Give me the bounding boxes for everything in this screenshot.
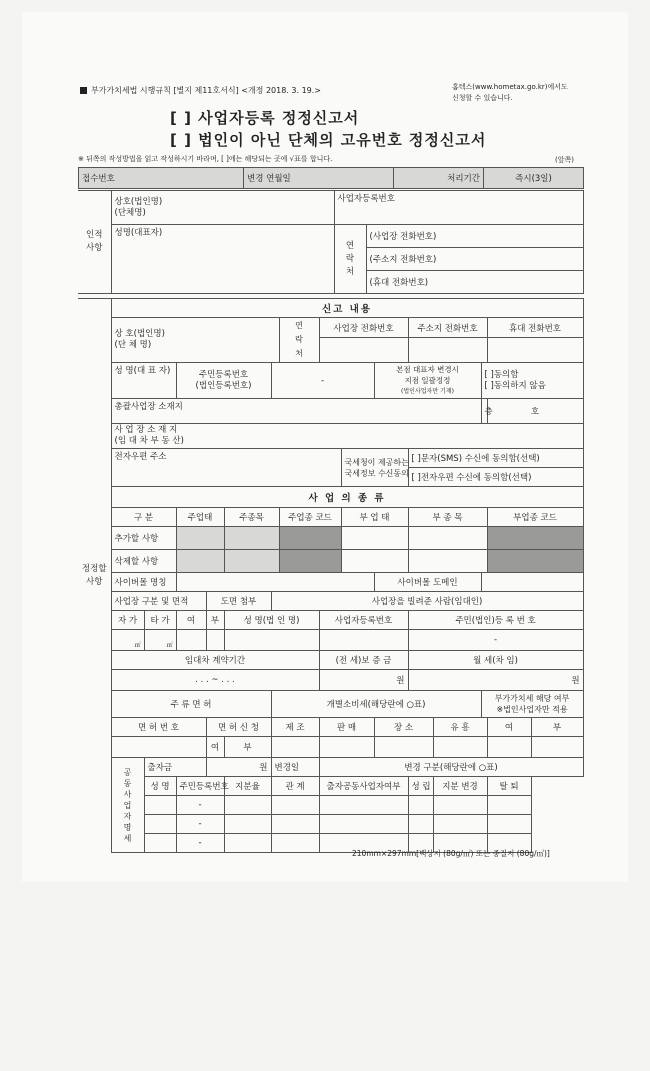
instruction-note: ※ 뒤쪽의 작성방법을 읽고 작성하시기 바라며, [ ]에는 해당되는 곳에 √표를 합니다. — [78, 155, 333, 163]
manufacture-header: 제 조 — [271, 718, 319, 737]
vat-yes-label: 여 — [487, 718, 531, 737]
partner-section-label: 공 동 사 업 자 명 세 — [111, 758, 144, 853]
col-sub-item-header: 부 종 목 — [408, 508, 487, 527]
p-withdraw-header: 탈 퇴 — [487, 777, 531, 796]
p-investor-header: 출자공동사업자여부 — [319, 777, 408, 796]
corr-biz-phone-input[interactable] — [319, 338, 408, 363]
partner-row: - — [78, 834, 583, 853]
hq-change-options[interactable]: [ ]동의함 [ ]동의하지 않음 — [481, 363, 583, 399]
lessor-biz-no-header: 사업자등록번호 — [319, 611, 408, 630]
add-sub-code-input[interactable] — [487, 527, 583, 550]
correction-section-label: 정정할 사항 — [78, 299, 111, 853]
correction-table — [78, 298, 584, 853]
investment-label: 출자금 — [144, 758, 206, 777]
rent-label: 타 가 — [144, 611, 176, 630]
page-side: (앞쪽) — [555, 156, 574, 164]
p-establish-header: 성 립 — [408, 777, 433, 796]
own-area-input[interactable]: ㎡ — [111, 630, 144, 651]
lessor-name-header: 성 명(법 인 명) — [224, 611, 319, 630]
own-label: 자 가 — [111, 611, 144, 630]
vat-no-box[interactable] — [531, 737, 583, 758]
form-title-1: [ ] 사업자등록 정정신고서 — [170, 109, 360, 127]
add-main-item-input[interactable] — [224, 527, 279, 550]
corr-contact-label: 연 락 처 — [279, 318, 319, 363]
deposit-input[interactable]: 원 — [319, 670, 408, 691]
col-type-header: 구 분 — [111, 508, 176, 527]
sale-input[interactable] — [319, 737, 374, 758]
partner-change-date-field[interactable]: 변경일 — [271, 758, 319, 777]
col-sub-code-header: 부업종 코드 — [487, 508, 583, 527]
email-field[interactable]: 전자우편 주소 — [111, 449, 341, 487]
corr-resident-no-input[interactable]: - — [271, 363, 374, 399]
delete-sub-cat-input[interactable] — [341, 550, 408, 573]
entertainment-input[interactable] — [433, 737, 487, 758]
lessor-biz-no-input[interactable] — [319, 630, 408, 651]
square-bullet-icon — [80, 87, 87, 94]
trade-name-field[interactable]: 상호(법인명) (단체명) — [111, 191, 334, 225]
sms-agree-checkbox[interactable]: [ ]문자(SMS) 수신에 동의함(선택) — [408, 449, 583, 468]
col-main-code-header: 주업종 코드 — [279, 508, 341, 527]
monthly-rent-header: 월 세(차 임) — [408, 651, 583, 670]
regulation-heading: 부가가치세법 시행규칙 [별지 제11호서식] <개정 2018. 3. 19.> — [80, 85, 321, 96]
corr-mobile-phone-label: 휴대 전화번호 — [487, 318, 583, 338]
nts-info-label: 국세청이 제공하는 국세정보 수신동의 — [341, 449, 408, 487]
delete-main-code-input[interactable] — [279, 550, 341, 573]
change-type-header: 변경 구분(해당란에 ○표) — [319, 758, 583, 777]
corr-biz-phone-label: 사업장 전화번호 — [319, 318, 408, 338]
add-main-code-input[interactable] — [279, 527, 341, 550]
license-yes-label[interactable]: 여 — [206, 737, 224, 758]
license-no-option[interactable]: 부 — [224, 737, 271, 758]
biz-type-title: 사 업 의 종 류 — [111, 487, 583, 508]
entertainment-header: 유 흥 — [433, 718, 487, 737]
drawing-label: 도면 첨부 — [206, 592, 271, 611]
drawing-no-box[interactable] — [206, 630, 224, 651]
mobile-phone-field[interactable]: (휴대 전화번호) — [366, 271, 583, 294]
place-header: 장 소 — [374, 718, 433, 737]
hq-address-field[interactable]: 총괄사업장 소재지 — [111, 399, 481, 424]
add-sub-cat-input[interactable] — [341, 527, 408, 550]
identity-table — [78, 190, 584, 294]
form-title-2: [ ] 법인이 아닌 단체의 고유번호 정정신고서 — [170, 131, 487, 149]
site-type-label: 사업장 구분 및 면적 — [111, 592, 206, 611]
biz-phone-field[interactable]: (사업장 전화번호) — [366, 225, 583, 248]
hq-room-label: 호 — [487, 399, 583, 424]
delete-sub-item-input[interactable] — [408, 550, 487, 573]
p-share-change-header: 지분 변경 — [433, 777, 487, 796]
corr-home-phone-input[interactable] — [408, 338, 487, 363]
receipt-table — [78, 167, 584, 189]
representative-field[interactable]: 성명(대표자) — [111, 225, 334, 294]
place-input[interactable] — [374, 737, 433, 758]
drawing-yes-box[interactable] — [176, 630, 206, 651]
paper-size-note: 210mm×297mm[백상지 (80g/㎡) 또는 중질지 (80g/㎡)] — [352, 849, 550, 858]
lease-period-header: 임대차 계약기간 — [111, 651, 319, 670]
corr-home-phone-label: 주소지 전화번호 — [408, 318, 487, 338]
email-agree-checkbox[interactable]: [ ]전자우편 수신에 동의함(선택) — [408, 468, 583, 487]
corr-mobile-phone-input[interactable] — [487, 338, 583, 363]
corr-representative-field[interactable]: 성 명(대 표 자) — [111, 363, 176, 399]
contact-label: 연 락 처 — [334, 225, 366, 294]
hq-floor-label: 층 — [481, 399, 487, 424]
add-sub-item-input[interactable] — [408, 527, 487, 550]
col-main-cat-header: 주업태 — [176, 508, 224, 527]
processing-period-label: 처리기간 — [394, 168, 484, 189]
col-main-item-header: 주종목 — [224, 508, 279, 527]
receipt-number-field[interactable]: 접수번호 — [79, 168, 244, 189]
rent-area-input[interactable]: ㎡ — [144, 630, 176, 651]
row-delete-label: 삭제할 사항 — [111, 550, 176, 573]
report-content-title: 신고 내용 — [111, 299, 583, 318]
delete-sub-code-input[interactable] — [487, 550, 583, 573]
identity-section-label: 인적 사항 — [78, 191, 111, 294]
p-resident-header: 주민등록번호 — [176, 777, 224, 796]
row-add-label: 추가할 사항 — [111, 527, 176, 550]
p-relation-header: 관 계 — [271, 777, 319, 796]
cyber-name-input[interactable] — [176, 573, 374, 592]
cyber-domain-label: 사이버몰 도메인 — [374, 573, 481, 592]
excise-header: 개별소비세(해당란에 ○표) — [271, 691, 481, 718]
deposit-header: (전 세)보 증 금 — [319, 651, 408, 670]
vat-no-label: 부 — [531, 718, 583, 737]
lessor-resident-header: 주민(법인)등 록 번 호 — [408, 611, 583, 630]
biz-reg-no-field[interactable]: 사업자등록번호 — [334, 191, 583, 225]
home-phone-field[interactable]: (주소지 전화번호) — [366, 248, 583, 271]
monthly-rent-input[interactable]: 원 — [408, 670, 583, 691]
hometax-note: 홈텍스(www.hometax.go.kr)에서도 신청할 수 있습니다. — [452, 83, 568, 102]
processing-period-value: 즉시(3일) — [484, 168, 584, 189]
lease-period-input[interactable]: . . . ~ . . . — [111, 670, 319, 691]
license-no-header: 면 허 번 호 — [111, 718, 206, 737]
col-sub-cat-header: 부 업 태 — [341, 508, 408, 527]
liquor-license-header: 주 류 면 허 — [111, 691, 271, 718]
p-share-header: 지분율 — [224, 777, 271, 796]
vat-header: 부가가치세 해당 여부 ※법인사업자만 적용 — [481, 691, 583, 718]
drawing-yes-label: 여 — [176, 611, 206, 630]
change-date-field[interactable]: 변경 연월일 — [244, 168, 394, 189]
p-name-header: 성 명 — [144, 777, 176, 796]
corr-trade-name-field[interactable]: 상 호(법인명) (단 체 명) — [111, 318, 279, 363]
add-main-cat-input[interactable] — [176, 527, 224, 550]
delete-main-item-input[interactable] — [224, 550, 279, 573]
partner-row: - — [78, 796, 583, 815]
lessor-title: 사업장을 빌려준 사람(임대인) — [271, 592, 583, 611]
drawing-no-label: 부 — [206, 611, 224, 630]
partner-row: - — [78, 815, 583, 834]
vat-yes-box[interactable] — [487, 737, 531, 758]
lessor-resident-input[interactable]: - — [408, 630, 583, 651]
license-no-input[interactable] — [111, 737, 206, 758]
sale-header: 판 매 — [319, 718, 374, 737]
manufacture-input[interactable] — [271, 737, 319, 758]
investment-input[interactable]: 원 — [206, 758, 271, 777]
cyber-name-label: 사이버몰 명칭 — [111, 573, 176, 592]
corr-resident-no-label: 주민등록번호 (법인등록번호) — [176, 363, 271, 399]
delete-main-cat-input[interactable] — [176, 550, 224, 573]
lessor-name-input[interactable] — [224, 630, 319, 651]
biz-address-field[interactable]: 사 업 장 소 재 지 (임 대 차 부 동 산) — [111, 424, 583, 449]
hq-change-label: 본점 대표자 변경시 지점 일괄정정 (법인사업자만 기재) — [374, 363, 481, 399]
cyber-domain-input[interactable] — [481, 573, 583, 592]
license-apply-header: 면 허 신 청 — [206, 718, 271, 737]
